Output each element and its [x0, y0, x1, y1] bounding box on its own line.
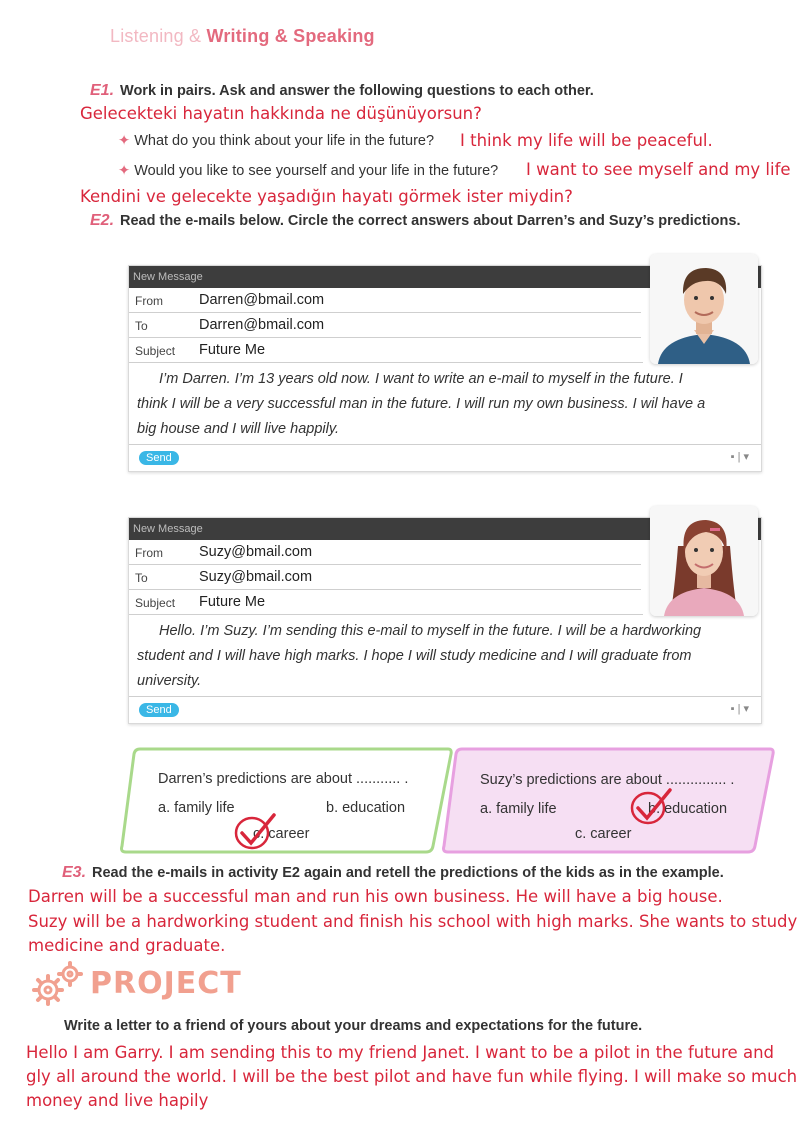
handwritten-note-q2: Kendini ve gelecekte yaşadığın hayatı görmek ister miydin? [80, 187, 573, 206]
send-button[interactable]: Send [139, 703, 179, 717]
darren-predictions-question: Darren’s predictions are about ........... . [158, 771, 409, 787]
to-value[interactable]: Suzy@bmail.com [199, 569, 313, 585]
handwritten-answer-2: I want to see myself and my life [526, 160, 791, 179]
subject-value[interactable]: Future Me [199, 342, 266, 358]
email-body-line: student and I will have high marks. I hope I will study medicine and I will graduate from [137, 648, 692, 664]
e1-question-2 [118, 163, 498, 179]
e2-instruction [90, 212, 740, 230]
email-subject-row [129, 590, 643, 615]
email-body-line: university. [137, 673, 202, 689]
subject-value[interactable]: Future Me [199, 594, 266, 610]
section-title-faint: Listening & [110, 26, 202, 46]
handwritten-answer-1: I think my life will be peaceful. [460, 131, 713, 150]
email-subject-row [129, 338, 643, 363]
suzy-predictions-question: Suzy’s predictions are about ............... . [480, 772, 735, 788]
option-label: b. education [326, 800, 406, 816]
suzy-option-c[interactable] [575, 826, 631, 842]
email-from-row [129, 540, 641, 565]
email-to-row [129, 313, 641, 338]
subject-label: Subject [135, 344, 176, 358]
to-label: To [135, 319, 148, 333]
e1-number: E1. [90, 82, 115, 99]
e1-instruction-text: Work in pairs. Ask and answer the following questions to each other. [120, 83, 594, 99]
email-body[interactable] [129, 615, 761, 697]
e1-instruction [90, 82, 594, 100]
email-footer [129, 697, 761, 723]
email-to-row [129, 565, 641, 590]
section-title [110, 26, 375, 47]
gears-icon [30, 960, 88, 1006]
darren-option-a[interactable] [158, 800, 235, 816]
handwritten-project-line: gly all around the world. I will be the best pilot and have fun while flying. I will make so much [26, 1067, 798, 1086]
to-value[interactable]: Darren@bmail.com [199, 317, 325, 333]
section-title-main: Writing & Speaking [206, 26, 375, 46]
handwritten-e3-line: medicine and graduate. [28, 936, 226, 955]
project-heading: PROJECT [90, 966, 242, 1001]
checkmark-circle-icon [232, 811, 278, 851]
e2-number: E2. [90, 212, 115, 229]
project-instruction: Write a letter to a friend of yours about your dreams and expectations for the future. [64, 1018, 643, 1034]
option-label: c. career [253, 826, 310, 842]
checkmark-circle-icon [628, 786, 674, 826]
email-body-line: I’m Darren. I’m 13 years old now. I want to write an e-mail to myself in the future. I [159, 371, 683, 387]
email-body-line: think I will be a very successful man in the future. I will run my own business. I wil have a [137, 396, 706, 412]
e3-number: E3. [62, 864, 87, 881]
e1-question-2-text: Would you like to see yourself and your life in the future? [134, 163, 499, 179]
e3-instruction-text: Read the e-mails in activity E2 again and retell the predictions of the kids as in the example. [92, 865, 724, 881]
email-from-row [129, 288, 641, 313]
suzy-photo [650, 506, 758, 616]
email-title-bar: New Message [129, 518, 761, 540]
to-label: To [135, 571, 148, 585]
e1-question-1 [118, 133, 434, 149]
suzy-option-a[interactable] [480, 801, 557, 817]
e1-question-1-text: What do you think about your life in the future? [134, 133, 435, 149]
darren-photo [650, 254, 758, 364]
email-body[interactable] [129, 363, 761, 445]
from-label: From [135, 546, 163, 560]
handwritten-e3-line: Suzy will be a hardworking student and finish his school with high marks. She wants to study [28, 912, 798, 931]
from-value[interactable]: Darren@bmail.com [199, 292, 325, 308]
options-icon[interactable]: ▪ | ▾ [730, 703, 749, 715]
send-button[interactable]: Send [139, 451, 179, 465]
e3-instruction [62, 864, 724, 882]
sparkle-bullet-icon: ✦ [118, 133, 131, 149]
handwritten-e3-line: Darren will be a successful man and run his own business. He will have a big house. [28, 887, 723, 906]
from-value[interactable]: Suzy@bmail.com [199, 544, 313, 560]
from-label: From [135, 294, 163, 308]
handwritten-project-line: money and live hapily [26, 1091, 209, 1110]
email-footer [129, 445, 761, 471]
subject-label: Subject [135, 596, 176, 610]
option-label: a. family life [480, 801, 557, 817]
handwritten-project-line: Hello I am Garry. I am sending this to my friend Janet. I want to be a pilot in the future and [26, 1043, 774, 1062]
option-label: a. family life [158, 800, 235, 816]
email-body-line: big house and I will live happily. [137, 421, 340, 437]
email-title-bar: New Message [129, 266, 761, 288]
option-label: b. education [648, 801, 728, 817]
option-label: c. career [575, 826, 632, 842]
darren-option-b[interactable] [326, 800, 405, 816]
e2-instruction-text: Read the e-mails below. Circle the correct answers about Darren’s and Suzy’s predictions. [120, 213, 741, 229]
sparkle-bullet-icon: ✦ [118, 163, 131, 179]
email-body-line: Hello. I’m Suzy. I’m sending this e-mail to myself in the future. I will be a hardworking [159, 623, 702, 639]
options-icon[interactable]: ▪ | ▾ [730, 451, 749, 463]
handwritten-note-q1: Gelecekteki hayatın hakkında ne düşünüyorsun? [80, 104, 482, 123]
